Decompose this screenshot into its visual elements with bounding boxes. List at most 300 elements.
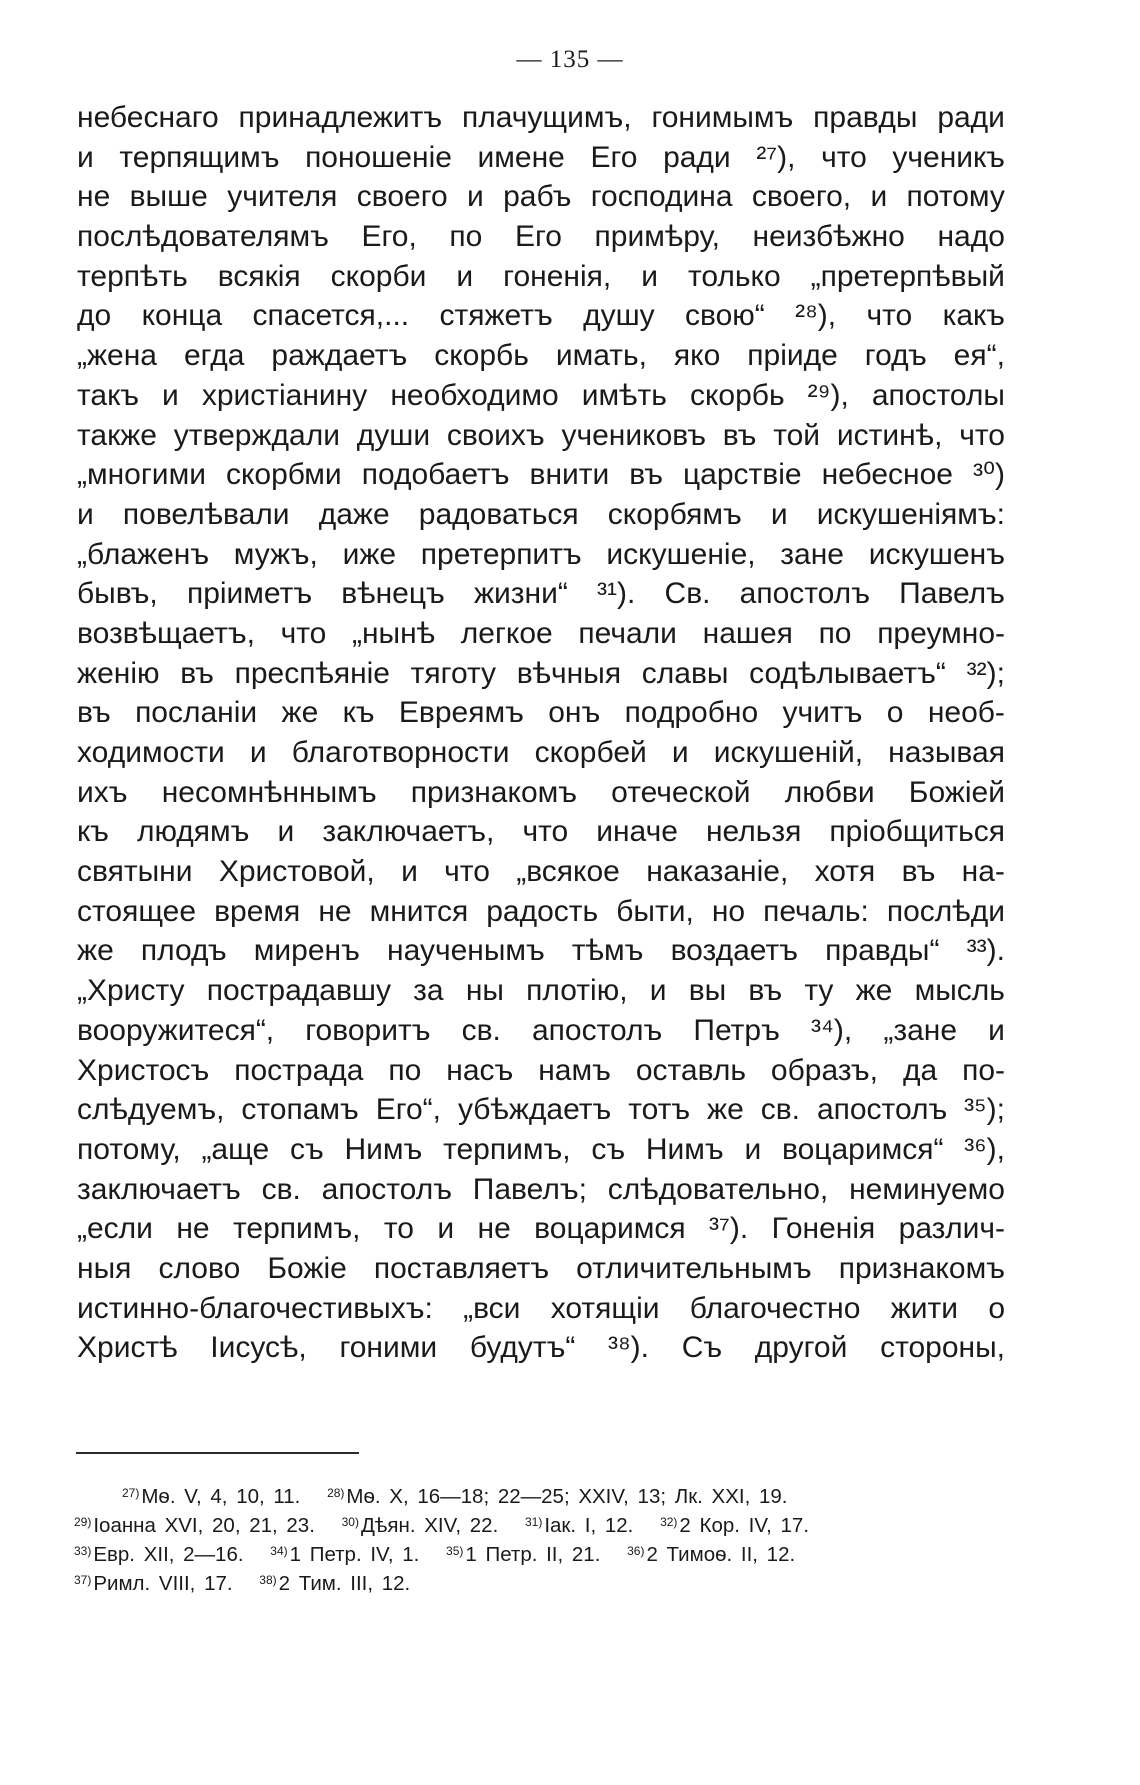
word: Евреямъ	[398, 696, 524, 730]
word: ученикъ	[892, 140, 1005, 174]
word: ³⁰)	[972, 458, 1005, 492]
word: своего	[356, 180, 448, 214]
footnote-item	[327, 1485, 787, 1508]
word: по-	[962, 1053, 1005, 1087]
text-line	[77, 535, 1005, 575]
word: на-	[961, 855, 1005, 889]
word: тѣмъ	[571, 934, 644, 968]
word: и	[77, 140, 94, 174]
word: скорбей	[534, 736, 647, 769]
word: быти,	[616, 894, 694, 928]
word: „жена	[77, 339, 157, 373]
word: слово	[158, 1251, 241, 1285]
footnote-number: 29)	[74, 1515, 92, 1529]
word: Христосъ	[77, 1053, 210, 1087]
word: воздаетъ	[670, 934, 798, 968]
word: посланіи	[135, 696, 258, 730]
word: ради	[663, 140, 731, 174]
word: какъ	[942, 299, 1005, 333]
word: иначе	[596, 815, 678, 849]
word: терпящимъ	[119, 140, 280, 174]
word: потому	[906, 180, 1005, 214]
word: стопамъ	[241, 1093, 359, 1127]
word: Петръ	[693, 1013, 780, 1047]
word: людямъ	[136, 815, 250, 849]
word: печали	[578, 616, 677, 650]
word: хотя	[814, 855, 876, 889]
word: ³³).	[966, 934, 1005, 968]
footnote-item	[446, 1543, 600, 1566]
word: имѣть	[581, 378, 667, 412]
word: и	[744, 1132, 762, 1166]
footnote-item	[342, 1514, 499, 1537]
footnote-text: 2 Тимоѳ. II, 12.	[646, 1543, 796, 1566]
word: что	[522, 815, 569, 849]
text-line	[77, 455, 1005, 495]
word: гоними	[339, 1331, 438, 1365]
word: св.	[760, 1093, 801, 1127]
word: „вси	[463, 1291, 521, 1325]
text-line	[77, 773, 1005, 813]
word: Божіей	[908, 775, 1005, 809]
text-line	[77, 98, 1005, 138]
footnote-text: Мѳ. X, 16—18; 22—25; XXIV, 13; Лк. XXI, 19.	[346, 1485, 788, 1508]
word: заключаетъ,	[322, 815, 495, 849]
word: неизбѣжно	[752, 220, 905, 254]
word: оставль	[635, 1053, 746, 1087]
footnote-divider	[76, 1452, 359, 1454]
word: апостолъ	[816, 1093, 948, 1127]
word: ³⁷).	[709, 1212, 749, 1246]
word: души	[356, 418, 431, 452]
footnote-number: 28)	[327, 1486, 345, 1500]
footnote-number: 30)	[341, 1515, 359, 1529]
word: наказаніе,	[646, 855, 789, 889]
word: слѣдовательно,	[607, 1172, 829, 1206]
word: миренъ	[253, 934, 360, 968]
word: преумно-	[877, 616, 1005, 650]
word: другой	[754, 1331, 848, 1365]
word: содѣлываетъ“	[749, 656, 946, 690]
word: и	[77, 497, 94, 531]
word: воцаримся“	[782, 1132, 944, 1166]
word: плодъ	[140, 934, 227, 968]
footnote-item	[74, 1572, 233, 1595]
word: печаль:	[763, 894, 869, 928]
word: съ	[289, 1132, 324, 1166]
footnote-number: 38)	[259, 1573, 277, 1587]
word: пострадавшу	[206, 974, 391, 1008]
word: благотворности	[291, 736, 510, 769]
word: мужъ,	[233, 537, 318, 571]
footnote-number: 35)	[446, 1544, 464, 1558]
word: вооружитеся“,	[77, 1013, 275, 1047]
word: по	[388, 1053, 422, 1087]
word: христіанину	[201, 378, 368, 412]
footnote-item	[627, 1543, 795, 1566]
word: признакомъ	[410, 775, 577, 809]
word: Нимъ	[645, 1132, 724, 1166]
word: „аще	[201, 1132, 270, 1166]
word: ³⁶),	[964, 1132, 1005, 1166]
footnote-text: 1 Петр. II, 21.	[465, 1543, 601, 1566]
footnote-line	[74, 1511, 1004, 1540]
word: скорбь	[434, 339, 529, 373]
word: душу	[583, 299, 655, 333]
word: стяжетъ	[439, 299, 553, 333]
text-line	[77, 217, 1005, 257]
word: скорбми	[225, 458, 342, 492]
footnote-number: 36)	[627, 1544, 645, 1558]
text-line	[77, 495, 1005, 535]
text-line	[77, 1051, 1005, 1091]
footnote-number: 37)	[74, 1573, 92, 1587]
word: поставляетъ	[373, 1251, 550, 1285]
word: спасется,...	[252, 299, 410, 333]
text-line	[77, 177, 1005, 217]
word: апостолъ	[739, 577, 870, 611]
text-line	[77, 1090, 1005, 1130]
text-line	[77, 693, 1005, 733]
word: къ	[77, 815, 109, 849]
word: и	[277, 815, 295, 849]
word: рабъ	[503, 180, 572, 214]
word: необходимо	[390, 378, 559, 412]
word: что	[959, 418, 1005, 452]
footnote-item	[122, 1485, 300, 1508]
word: Его	[514, 220, 562, 254]
body-text	[77, 98, 1005, 1368]
footnote-line	[74, 1482, 1004, 1511]
word: пріиметъ	[186, 577, 313, 611]
footnote-number: 31)	[524, 1515, 543, 1529]
text-line	[77, 971, 1005, 1011]
word: вѣчныя	[516, 656, 622, 690]
word: не	[318, 894, 352, 928]
word: убѣждаетъ	[457, 1093, 612, 1127]
word: искушеніе,	[606, 537, 756, 571]
word: Св.	[664, 577, 711, 611]
word: апостолы	[871, 378, 1005, 412]
word: ныя	[77, 1251, 132, 1285]
word: возвѣщаетъ,	[77, 616, 255, 650]
word: плотію,	[526, 974, 628, 1008]
word: будутъ“	[469, 1331, 576, 1365]
word: наученымъ	[387, 934, 545, 968]
word: утверждали	[173, 418, 340, 452]
word: нашея	[702, 616, 793, 650]
text-line	[77, 931, 1005, 971]
word: послѣдователямъ	[77, 220, 329, 254]
word: слѣдуемъ,	[77, 1093, 225, 1127]
text-line	[77, 812, 1005, 852]
word: зане	[780, 537, 844, 571]
footnote-text: 2 Тим. III, 12.	[278, 1572, 411, 1595]
word: несомнѣннымъ	[161, 775, 377, 809]
word: преспѣяніе	[234, 656, 390, 690]
word: въ	[629, 458, 663, 492]
word: о	[886, 696, 904, 730]
word: „зане	[883, 1013, 958, 1047]
word: и	[249, 736, 267, 769]
word: небесное	[821, 458, 953, 492]
footnote-number: 33)	[74, 1544, 92, 1558]
word: стороны,	[880, 1331, 1005, 1365]
word: даже	[318, 497, 390, 531]
word: Гоненія	[771, 1212, 876, 1246]
word: и	[988, 1013, 1005, 1047]
footnote-number: 27)	[122, 1486, 140, 1500]
word: Съ	[681, 1331, 723, 1365]
word: Божіе	[267, 1251, 347, 1285]
word: бывъ,	[77, 577, 158, 611]
word: искушеній,	[713, 736, 864, 769]
word: и	[770, 497, 788, 531]
word: что	[280, 616, 327, 650]
word: насъ	[446, 1053, 514, 1087]
footnote-text: 2 Кор. IV, 17.	[679, 1514, 810, 1537]
word: скорби	[330, 259, 427, 293]
footnote-line	[74, 1569, 1004, 1598]
word: плачущимъ,	[462, 101, 632, 134]
footnote-item	[660, 1514, 809, 1537]
word: претерпитъ	[420, 537, 582, 571]
word: не	[176, 1212, 210, 1246]
word: своего,	[751, 180, 852, 214]
word: имене	[477, 140, 565, 174]
word: въ	[77, 696, 111, 730]
word: правды“	[825, 934, 940, 968]
word: хотящіи	[550, 1291, 660, 1325]
word: пострада	[234, 1053, 364, 1087]
word: и	[671, 736, 689, 769]
word: женію	[77, 656, 160, 690]
word: мысль	[914, 974, 1005, 1008]
footnote-text: Римл. VIII, 17.	[93, 1572, 233, 1595]
word: же	[707, 1093, 744, 1127]
footnote-number: 32)	[660, 1515, 678, 1529]
word: годъ	[864, 339, 927, 373]
word: въ	[722, 418, 757, 452]
word: и	[649, 974, 667, 1008]
word: свою“	[685, 299, 765, 333]
word: подобаетъ	[361, 458, 510, 492]
word: св.	[461, 1013, 501, 1047]
footnote-line	[74, 1540, 1004, 1569]
word: жити	[890, 1291, 959, 1325]
word: св.	[261, 1172, 301, 1206]
word: правды	[813, 101, 918, 134]
text-line	[77, 574, 1005, 614]
word: же	[281, 696, 319, 730]
word: и	[467, 180, 484, 214]
word: и	[437, 1212, 455, 1246]
word: тяготу	[410, 656, 497, 690]
word: время	[214, 894, 301, 928]
footnote-item	[74, 1514, 315, 1537]
word: ³⁴),	[810, 1013, 853, 1047]
word: скорбь	[689, 378, 785, 412]
word: той	[773, 418, 821, 452]
text-line	[77, 296, 1005, 336]
text-line	[77, 852, 1005, 892]
footnote-text: Іоанна XVI, 20, 21, 23.	[93, 1514, 315, 1537]
word: не	[477, 1212, 511, 1246]
word: радость	[486, 894, 599, 928]
word: къ	[342, 696, 375, 730]
word: послѣди	[886, 894, 1005, 928]
word: съ	[591, 1132, 626, 1166]
text-line	[77, 138, 1005, 178]
word: воцаримся	[534, 1212, 686, 1246]
word: егда	[183, 339, 245, 373]
text-line	[77, 376, 1005, 416]
word: говоритъ	[305, 1013, 431, 1047]
word: неминуемо	[849, 1172, 1005, 1206]
word: и	[641, 259, 658, 293]
word: поношеніе	[305, 140, 452, 174]
word: конца	[141, 299, 223, 333]
word: различ-	[898, 1212, 1005, 1246]
word: Павелъ;	[472, 1172, 587, 1206]
word: стоящее	[77, 894, 197, 928]
footnote-text: Мѳ. V, 4, 10, 11.	[141, 1485, 301, 1508]
word: истинно-благочестивыхъ:	[77, 1291, 433, 1325]
word: апостолъ	[531, 1013, 663, 1047]
word: онъ	[548, 696, 601, 730]
footnote-item	[270, 1543, 419, 1566]
word: раждаетъ	[271, 339, 408, 373]
text-line	[77, 1011, 1005, 1051]
word: и	[870, 180, 888, 214]
word: и	[456, 259, 474, 293]
word: ³¹).	[597, 577, 636, 611]
word: „нынѣ	[352, 616, 436, 650]
word: въ	[901, 855, 936, 889]
word: гонимымъ	[651, 101, 794, 134]
word: также	[77, 418, 157, 452]
word: до	[77, 299, 112, 333]
word: „блаженъ	[77, 537, 210, 571]
word: Его	[590, 140, 638, 174]
footnotes	[74, 1482, 1004, 1598]
word: примѣру,	[594, 220, 720, 254]
word: царствіе	[683, 458, 802, 492]
word: учениковъ	[561, 418, 706, 452]
word: терпимъ,	[232, 1212, 361, 1246]
word: вѣнецъ	[341, 577, 445, 611]
word: Нимъ	[344, 1132, 423, 1166]
word: пріобщиться	[829, 815, 1005, 849]
word: о	[988, 1291, 1005, 1325]
text-line	[77, 733, 1005, 773]
word: Христовой,	[218, 855, 375, 889]
word: по	[449, 220, 483, 254]
footnote-number: 34)	[270, 1544, 288, 1558]
word: ходимости	[77, 736, 225, 769]
word: и	[401, 855, 418, 889]
word: господина	[590, 180, 733, 214]
word: яко	[673, 339, 721, 373]
word: что	[821, 140, 867, 174]
word: такъ	[77, 378, 139, 412]
word: святыни	[77, 855, 193, 889]
footnote-text: Дѣян. XIV, 22.	[360, 1514, 499, 1537]
word: заключаетъ	[77, 1172, 241, 1206]
word: за	[413, 974, 444, 1008]
word: „если	[77, 1212, 153, 1246]
word: образъ,	[770, 1053, 878, 1087]
word: „всякое	[516, 855, 620, 889]
text-line	[77, 257, 1005, 297]
text-line	[77, 1170, 1005, 1210]
footnote-item	[525, 1514, 633, 1537]
word: любви	[784, 775, 875, 809]
footnote-text: Евр. XII, 2—16.	[93, 1543, 244, 1566]
text-line	[77, 1289, 1005, 1329]
word: учитъ	[782, 696, 863, 730]
word: благочестно	[689, 1291, 861, 1325]
word: терпимъ,	[443, 1132, 571, 1166]
footnote-item	[74, 1543, 244, 1566]
text-line	[77, 654, 1005, 694]
word: ²⁷),	[756, 140, 796, 174]
word: „многими	[77, 458, 206, 492]
word: ²⁹),	[807, 378, 849, 412]
word: подробно	[624, 696, 759, 730]
word: Іисусѣ,	[210, 1331, 307, 1365]
word: искушенъ	[868, 537, 1005, 571]
word: то	[383, 1212, 414, 1246]
word: иже	[342, 537, 397, 571]
word: тотъ	[628, 1093, 691, 1127]
word: но	[711, 894, 746, 928]
word: надо	[937, 220, 1005, 254]
text-line	[77, 1328, 1005, 1368]
text-line	[77, 416, 1005, 456]
word: пріиде	[747, 339, 838, 373]
word: и	[162, 378, 179, 412]
word: ²⁸),	[795, 299, 837, 333]
word: только	[687, 259, 781, 293]
word: признакомъ	[838, 1251, 1005, 1285]
word: ихъ	[77, 775, 128, 809]
word: мнится	[369, 894, 469, 928]
page-number: — 135 —	[516, 46, 624, 73]
text-line	[77, 1130, 1005, 1170]
text-line	[77, 336, 1005, 376]
word: истинѣ,	[836, 418, 943, 452]
footnote-text: Іак. I, 12.	[544, 1514, 634, 1537]
word: жизни“	[473, 577, 568, 611]
text-line	[77, 1249, 1005, 1289]
word: что	[866, 299, 913, 333]
word: нельзя	[705, 815, 802, 849]
word: что	[444, 855, 490, 889]
word: по	[818, 616, 852, 650]
word: повелѣвали	[122, 497, 290, 531]
word: не	[77, 180, 111, 214]
word: ея“,	[953, 339, 1005, 373]
word: да	[902, 1053, 938, 1087]
word: гоненія,	[503, 259, 612, 293]
word: отеческой	[611, 775, 751, 809]
text-line	[77, 614, 1005, 654]
word: имать,	[555, 339, 647, 373]
text-line	[77, 1209, 1005, 1249]
word: Его“,	[375, 1093, 442, 1127]
word: въ	[748, 974, 783, 1008]
